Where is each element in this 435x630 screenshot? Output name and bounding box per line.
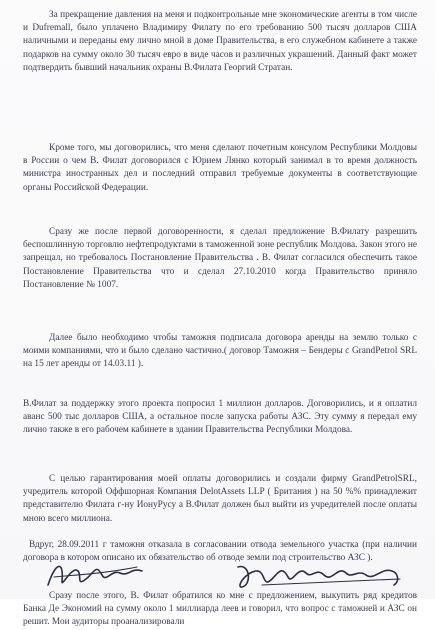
signature-right — [232, 555, 407, 595]
signature-left — [42, 555, 152, 595]
paragraph-3: Сразу же после первой договоренности, я сделал предложение В.Филату разрешить беспошлинную торговлю нефтепродуктами в таможенной зоне республик Молдова. Закон этого не запрещал, но требовалось Постановление Правительства . В. Филат согласился обеспечить такое Постановление Правительства что и сделал 27.10.2010 когда Правительство приняло Постановление № 1007. — [23, 227, 417, 290]
paragraph-2: Кроме того, мы договорились, что меня сделают почетным консулом Республики Молдовы в России о чем В. Филат договорился с Юрием Лянко который занимал в то время должность министра иностранных дел и последний отправил требуемые документы в соответствующие органы Российской Федерации. — [23, 143, 417, 193]
paragraph-1: За прекращение давления на меня и подконтрольные мне экономические агенты в том числе и Dufremall, было уплачено Владимиру Филату по его требованию 500 тысяч долларов США наличными и переданы ему лично мной в доме Правительства, в его служебном кабинете а также подарков на сумму около 30 тысяч евро в виде часов и различных украшений. Данный факт может подтвердить бывший начальник охраны В.Филата Георгий Стратан. — [23, 10, 417, 73]
paragraph-7: Вдруг, 28.09.2011 г таможня отказала в согласовании отвода земельного участка (при наличии договора в котором описано их обязательство об отводе земли под строительство АЗС ). — [23, 540, 417, 564]
paragraph-6: С целью гарантирования моей оплаты договорились и создали фирму GrandPetrolSRL, учредитель которой Оффшорная Компания DelotAssets LLP ( Британия ) на 50 %% принадлежит представителю Филата г-ну ИонуРусу а В.Филат должен был выйти из учредителей после оплаты мною всего миллиона. — [23, 474, 417, 524]
paragraph-5: В.Филат за поддержку этого проекта попросил 1 миллион долларов. Договорились, и я оплатил аванс 500 тыс долларов США, а остальное после запуска работы АЗС. Эту сумму я передал ему лично также в его рабочем кабинете в здании Правительства Республики Молдова. — [23, 399, 417, 436]
paragraph-8: Сразу после этого, В. Филат обратился ко мне с предложением, выкупить ряд кредитов Банка Де Экономий на сумму около 1 миллиарда леев и говорил, что вопрос с таможней и АЗС он решит. Мои аудиторы проанализировали — [23, 591, 417, 628]
paragraph-4: Далее было необходимо чтобы таможня подписала договора аренды на землю только с моими компаниями, что и было сделано частично.( договор Таможня – Бендеры с GrandPetrol SRL на 15 лет аренды от 14.03.11 ). — [23, 333, 417, 370]
